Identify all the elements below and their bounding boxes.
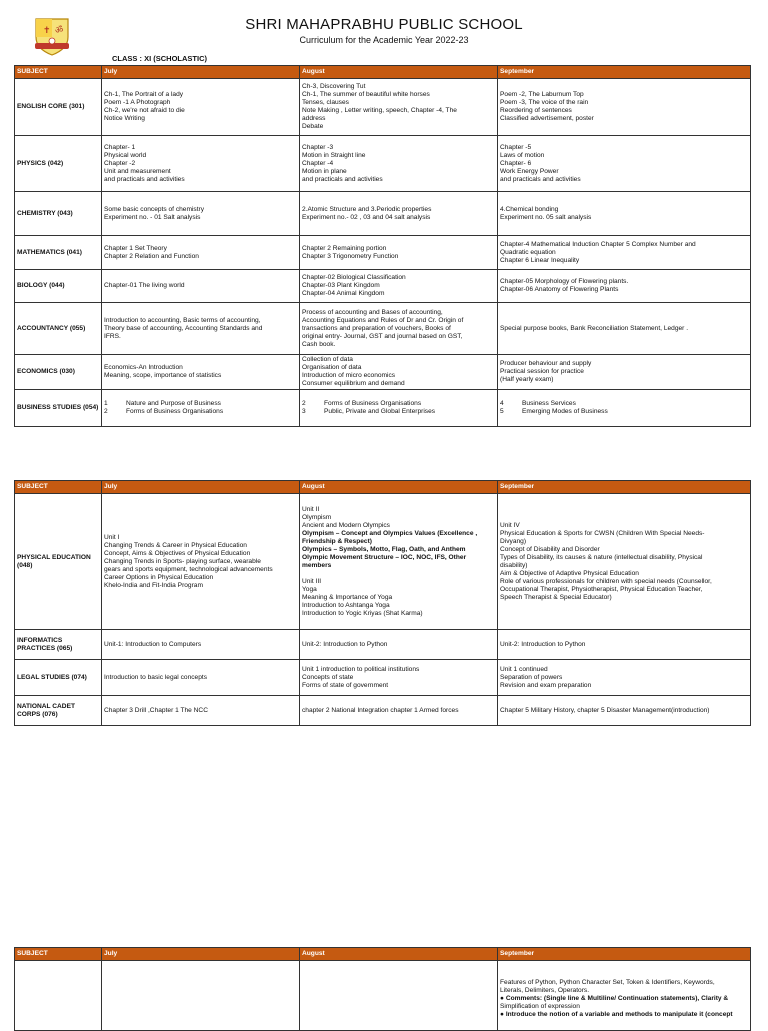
table-1-body [15,79,751,427]
list-text: Forms of Business Organisations [126,408,224,415]
cell-line: Experiment no. - 01 Salt analysis [104,213,201,221]
cell-line: Literals, Delimiters, Operators. [500,987,590,994]
cell-line: Chapter 6 Linear Inequality [500,256,580,264]
cell-line: Experiment no.- 02 , 03 and 04 salt analysis [302,213,431,221]
subject-cell: PHYSICS (042) [15,136,102,192]
cell-line: Classified advertisement, poster [500,115,594,122]
cell-line: Chapter-05 Morphology of Flowering plants. [500,278,629,285]
table-row [15,79,751,136]
cell-line: Unit 1 continued [500,665,548,673]
cell-line: Chapter -2 [104,159,136,167]
cell-line: Chapter 2 Relation and Function [104,252,199,260]
cell-line: Chapter-01 The living world [104,282,185,289]
list-text: Nature and Purpose of Business [126,400,221,407]
cell-line: Poem -2, The Laburnum Top [500,91,584,98]
cell-line: and practicals and activities [302,175,383,183]
list-number: 2 [302,400,306,407]
cell-line: Introduction to Yogic Kriyas (Shat Karma) [302,609,423,617]
cell-line: Concept, Aims & Objectives of Physical Education [104,549,251,557]
list-text: Public, Private and Global Enterprises [324,408,436,415]
cell-line: Aim & Objective of Adaptive Physical Education [500,569,639,577]
cell-line: Olympics – Symbols, Motto, Flag, Oath, and Anthem [302,545,466,553]
col-header-july: July [102,481,300,494]
subject-cell: CHEMISTRY (043) [15,192,102,236]
cell-line: Chapter -4 [302,159,334,167]
cell-line: Special purpose books, Bank Reconciliation Statement, Ledger . [500,324,689,332]
subject-cell: BUSINESS STUDIES (054) [15,390,102,427]
curriculum-table-1 [14,65,751,427]
cell-line: Changing Trends & Career in Physical Education [104,541,247,549]
cell-line: Experiment no. 05 salt analysis [500,213,592,221]
cell-line: 2.Atomic Structure and 3.Periodic properties [302,205,432,213]
subject-cell: LEGAL STUDIES (074) [15,660,102,696]
cell-line: ● Comments: (Single line & Multiline/ Continuation statements), Clarity & [500,995,729,1002]
col-header-subject: SUBJECT [15,66,102,79]
cell-line: Chapter -3 [302,143,334,151]
september-cell [498,390,751,427]
september-cell [498,961,751,1031]
cell-line: Friendship & Respect) [302,537,372,545]
july-cell [102,660,300,696]
cell-line: Process of accounting and Bases of accounting, [302,308,443,316]
cell-line: ● Introduce the notion of a variable and methods to manipulate it (concept [500,1011,733,1018]
september-cell [498,79,751,136]
cell-line: Unit and measurement [104,167,171,175]
august-cell [300,630,498,660]
cell-line: Collection of data [302,356,353,363]
subject-cell [15,961,102,1031]
col-header-september: September [498,66,751,79]
august-cell [300,961,498,1031]
cell-line: disability) [500,561,528,569]
cell-line: Khelo-India and Fit-India Program [104,581,203,589]
cell-line: Notice Writing [104,115,145,122]
cell-line: Concept of Disability and Disorder [500,545,600,553]
list-number: 4 [500,400,504,407]
cell-line: Physical world [104,151,147,159]
table-row [15,192,751,236]
cell-line: Revision and exam preparation [500,681,592,689]
july-cell [102,136,300,192]
subject-cell: BIOLOGY (044) [15,270,102,303]
cell-line: Introduction of micro economics [302,372,396,379]
table-row [15,494,751,630]
table-row [15,696,751,726]
cell-line: Ancient and Modern Olympics [302,521,390,529]
cell-line: Features of Python, Python Character Set, Token & Identifiers, Keywords, [500,979,715,986]
cell-line: Theory base of accounting, Accounting Standards and [104,324,263,332]
cell-line: Olympism [302,513,332,521]
cell-line: Ch-1, The Portrait of a lady [104,91,184,98]
cell-line: Chapter-04 Animal Kingdom [302,290,385,297]
cell-line: Divyang) [500,537,527,545]
col-header-august: August [300,66,498,79]
cell-line: and practicals and activities [500,175,581,183]
cell-line: Some basic concepts of chemistry [104,205,205,213]
cell-line: Note Making , Letter writing, speech, Chapter -4, The [302,107,457,114]
cell-line: IFRS. [104,332,121,340]
cell-line: Changing Trends in Sports- playing surface, wearable [104,557,261,565]
cell-line: Olympic Movement Structure – IOC, NOC, IFS, Other [302,553,467,561]
cell-line: Practical session for practice [500,368,584,375]
svg-text:ॐ: ॐ [55,26,64,36]
cell-line [302,570,495,578]
cell-line: Chapter-4 Mathematical Induction Chapter 5 Complex Number and [500,240,696,248]
table-row [15,660,751,696]
cell-line: Chapter 3 Trigonometry Function [302,252,399,260]
cell-line: Poem -3, The voice of the rain [500,99,589,106]
cell-line: Types of Disability, its causes & nature (intellectual disability, Physical [500,553,703,561]
svg-text:✝: ✝ [43,26,51,36]
subject-cell: ACCOUNTANCY (055) [15,303,102,355]
list-number: 2 [104,408,108,415]
col-header-subject: SUBJECT [15,481,102,494]
cell-line: Olympism – Concept and Olympics Values (Excellence , [302,529,478,537]
list-number: 5 [500,408,504,415]
cell-line: Occupational Therapist, Physiotherapist, Physical Education Teacher, [500,585,703,593]
september-cell [498,355,751,390]
cell-line: original entry- Journal, GST and journal based on GST, [302,332,463,340]
list-item [104,400,297,408]
september-cell [498,660,751,696]
cell-line: Chapter 2 Remaining portion [302,244,387,252]
list-text: Emerging Modes of Business [522,408,608,415]
august-cell [300,390,498,427]
col-header-august: August [300,481,498,494]
july-cell [102,390,300,427]
col-header-september: September [498,948,751,961]
cell-line: Chapter- 6 [500,159,532,167]
july-cell [102,270,300,303]
cell-line: Unit III [302,577,322,585]
september-cell [498,136,751,192]
august-cell [300,494,498,630]
cell-line: Introduction to basic legal concepts [104,673,207,681]
cell-line: Ch-2, we're not afraid to die [104,107,185,114]
table-header-row [15,66,751,79]
subject-cell: ECONOMICS (030) [15,355,102,390]
cell-line: Unit IV [500,521,520,529]
table-row [15,136,751,192]
school-name: SHRI MAHAPRABHU PUBLIC SCHOOL [245,16,523,33]
class-label: CLASS : XI (SCHOLASTIC) [112,54,207,63]
cell-line: Chapter -5 [500,143,532,151]
list-text: Forms of Business Organisations [324,400,422,407]
cell-line: Role of various professionals for children with special needs (Counsellor, [500,577,712,585]
september-cell [498,270,751,303]
cell-line: Concepts of state [302,673,354,681]
august-cell [300,136,498,192]
curriculum-subtitle: Curriculum for the Academic Year 2022-23 [299,35,469,45]
july-cell [102,630,300,660]
table-row [15,236,751,270]
cell-line: Ch-3, Discovering Tut [302,83,366,90]
cell-line: Career Options in Physical Education [104,573,214,581]
list-text: Business Services [522,400,576,407]
august-cell [300,303,498,355]
september-cell [498,303,751,355]
cell-line: Motion in Straight line [302,151,366,159]
list-item [104,408,297,416]
july-cell [102,79,300,136]
cell-line: Meaning, scope, importance of statistics [104,372,222,379]
cell-line: Unit 1 introduction to political institutions [302,665,420,673]
cell-line: Chapter-02 Biological Classification [302,274,406,281]
cell-line: Cash book. [302,340,336,348]
july-cell [102,303,300,355]
cell-line: Speech Therapist & Special Educator) [500,593,612,601]
cell-line: Chapter-03 Plant Kingdom [302,282,380,289]
july-cell [102,961,300,1031]
cell-line: (Half yearly exam) [500,376,554,383]
cell-line: Laws of motion [500,151,545,159]
cell-line: Poem -1 A Photograph [104,99,171,106]
cell-line: Motion in plane [302,167,347,175]
subject-cell: INFORMATICS PRACTICES (065) [15,630,102,660]
table-row [15,303,751,355]
august-cell [300,270,498,303]
july-cell [102,236,300,270]
table-row [15,270,751,303]
table-2-body [15,494,751,726]
cell-line: Unit-2: Introduction to Python [302,640,388,648]
cell-line: Chapter 1 Set Theory [104,244,167,252]
august-cell [300,192,498,236]
cell-line: Economics-An Introduction [104,364,183,371]
subject-cell: ENGLISH CORE (301) [15,79,102,136]
list-item [500,400,748,408]
cell-line: Simplification of expression [500,1003,580,1010]
list-number: 1 [104,400,108,407]
september-cell [498,630,751,660]
cell-line: Chapter 5 Military History, chapter 5 Disaster Management(introduction) [500,706,710,714]
cell-line: 4.Chemical bonding [500,205,559,213]
cell-line: address [302,115,326,122]
cell-line: Ch-1, The summer of beautiful white horses [302,91,430,98]
cell-line: members [302,561,332,569]
cell-line: Organisation of data [302,364,362,371]
cell-line: Chapter- 1 [104,143,136,151]
july-cell [102,494,300,630]
cell-line: Unit I [104,533,120,541]
col-header-september: September [498,481,751,494]
cell-line: Forms of state of government [302,681,389,689]
cell-line: chapter 2 National Integration chapter 1 Armed forces [302,706,459,714]
cell-line: gears and sports equipment, technological advancements [104,565,273,573]
cell-line: Unit-1: Introduction to Computers [104,640,202,648]
table-row [15,630,751,660]
subject-cell: PHYSICAL EDUCATION (048) [15,494,102,630]
cell-line: Debate [302,123,324,130]
table-row [15,355,751,390]
table-row [15,390,751,427]
september-cell [498,494,751,630]
cell-line: Reordering of sentences [500,107,572,114]
cell-line: Quadratic equation [500,248,556,256]
table-row [15,961,751,1031]
cell-line: Introduction to accounting, Basic terms of accounting, [104,316,261,324]
august-cell [300,236,498,270]
september-cell [498,696,751,726]
col-header-august: August [300,948,498,961]
august-cell [300,696,498,726]
list-number: 3 [302,408,306,415]
cell-line: Consumer equilibrium and demand [302,380,405,387]
col-header-july: July [102,948,300,961]
cell-line: Yoga [302,585,317,593]
cell-line: Separation of powers [500,673,563,681]
august-cell [300,355,498,390]
cell-line: Chapter 3 Drill ,Chapter 1 The NCC [104,706,208,714]
cell-line: and practicals and activities [104,175,185,183]
curriculum-table-3 [14,947,751,1031]
list-item [500,408,748,416]
cell-line: Chapter-06 Anatomy of Flowering Plants [500,286,619,293]
cell-line: Accounting Equations and Rules of Dr and Cr. Origin of [302,316,464,324]
august-cell [300,79,498,136]
subject-cell: MATHEMATICS (041) [15,236,102,270]
curriculum-table-2 [14,480,751,726]
cell-line: transactions and preparation of vouchers, Books of [302,324,451,332]
list-item [302,400,495,408]
cell-line: Physical Education & Sports for CWSN (Children With Special Needs- [500,529,705,537]
subject-cell: NATIONAL CADET CORPS (076) [15,696,102,726]
cell-line: Producer behaviour and supply [500,360,592,367]
list-item [302,408,495,416]
col-header-july: July [102,66,300,79]
cell-line: Unit II [302,505,320,513]
cell-line: Tenses, clauses [302,99,349,106]
cell-line: Work Energy Power [500,167,559,175]
september-cell [498,236,751,270]
table-header-row [15,481,751,494]
cell-line: Meaning & Importance of Yoga [302,593,393,601]
table-header-row [15,948,751,961]
col-header-subject: SUBJECT [15,948,102,961]
cell-line: Introduction to Ashtanga Yoga [302,601,390,609]
july-cell [102,696,300,726]
september-cell [498,192,751,236]
july-cell [102,192,300,236]
july-cell [102,355,300,390]
august-cell [300,660,498,696]
cell-line: Unit-2: Introduction to Python [500,640,586,648]
